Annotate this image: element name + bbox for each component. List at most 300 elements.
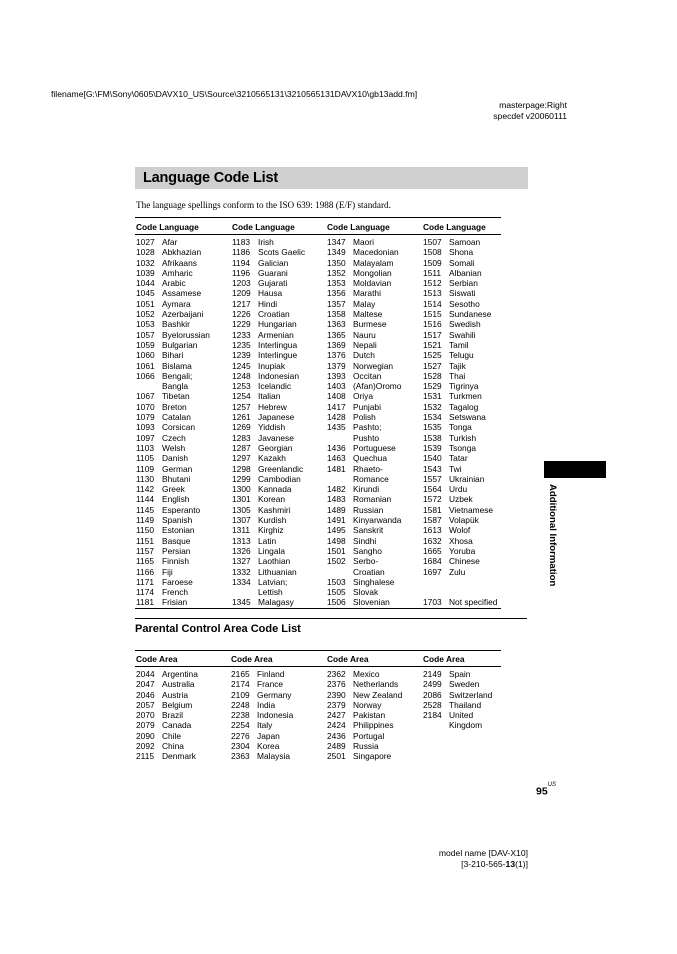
language-name: Bengali; xyxy=(162,370,193,381)
language-code: 1508 xyxy=(423,247,442,258)
side-tab-label: Additional Information xyxy=(547,484,558,587)
language-name: Somali xyxy=(449,257,475,268)
language-name: Tatar xyxy=(449,453,468,464)
language-name: Yoruba xyxy=(449,545,476,556)
language-name: Macedonian xyxy=(353,247,399,258)
language-name: Indonesian xyxy=(258,370,299,381)
language-name: Catalan xyxy=(162,412,191,423)
language-code: 1428 xyxy=(327,412,346,423)
language-name: Kannada xyxy=(258,484,292,495)
language-code: 1060 xyxy=(136,350,155,361)
language-name: Serbo- xyxy=(353,556,379,567)
language-code: 1066 xyxy=(136,370,155,381)
language-code: 1253 xyxy=(232,381,251,392)
language-name: Fiji xyxy=(162,566,173,577)
language-name: Maltese xyxy=(353,309,383,320)
area-code: 2424 xyxy=(327,720,346,731)
page-number-suffix: US xyxy=(547,782,557,788)
language-name: Afrikaans xyxy=(162,257,197,268)
language-code: 1301 xyxy=(232,494,251,505)
language-name: Setswana xyxy=(449,412,486,423)
area-name: Finland xyxy=(257,669,285,679)
language-code: 1532 xyxy=(423,401,442,412)
language-name: Armenian xyxy=(258,329,294,340)
language-code: 1528 xyxy=(423,370,442,381)
language-code: 1165 xyxy=(136,556,155,567)
language-code: 1481 xyxy=(327,463,346,474)
language-name: Greenlandic xyxy=(258,463,304,474)
language-code: 1516 xyxy=(423,319,442,330)
language-name: Interlingue xyxy=(258,350,298,361)
area-code: 2363 xyxy=(231,751,250,762)
language-name: Malay xyxy=(353,298,376,309)
language-name: Thai xyxy=(449,370,466,381)
language-code: 1517 xyxy=(423,329,442,340)
language-code: 1506 xyxy=(327,597,346,608)
language-name: Serbian xyxy=(449,278,478,289)
language-code: 1511 xyxy=(423,267,442,278)
area-name: Korea xyxy=(257,741,280,752)
language-name: Siswati xyxy=(449,288,476,299)
language-code: 1052 xyxy=(136,309,155,320)
language-code: 1632 xyxy=(423,535,442,546)
language-name: Vietnamese xyxy=(449,504,494,515)
area-code: 2057 xyxy=(136,699,155,710)
language-code: 1248 xyxy=(232,370,251,381)
language-name: Portuguese xyxy=(353,442,396,453)
area-name: Netherlands xyxy=(353,679,399,690)
language-code: 1347 xyxy=(327,237,346,247)
language-name: Turkish xyxy=(449,432,477,443)
language-name: Icelandic xyxy=(258,381,292,392)
area-name: Spain xyxy=(449,669,471,679)
language-name: Kazakh xyxy=(258,453,286,464)
language-code: 1300 xyxy=(232,484,251,495)
language-code: 1245 xyxy=(232,360,251,371)
language-code: 1257 xyxy=(232,401,251,412)
language-code: 1376 xyxy=(327,350,346,361)
area-table-top-rule xyxy=(135,650,501,651)
language-name: Swahili xyxy=(449,329,476,340)
language-code: 1512 xyxy=(423,278,442,289)
area-column-header: Code Area xyxy=(327,654,369,664)
masterpage-label: masterpage:Right xyxy=(499,100,567,110)
language-name: Japanese xyxy=(258,412,295,423)
language-code: 1051 xyxy=(136,298,155,309)
language-name: Occitan xyxy=(353,370,382,381)
language-code: 1483 xyxy=(327,494,346,505)
language-code: 1053 xyxy=(136,319,155,330)
language-name: Kirundi xyxy=(353,484,380,495)
language-code: 1521 xyxy=(423,339,442,350)
area-code: 2115 xyxy=(136,751,155,762)
area-section-title: Parental Control Area Code List xyxy=(135,623,301,635)
language-name: Croatian xyxy=(258,309,290,320)
language-code: 1357 xyxy=(327,298,346,309)
area-name: Brazil xyxy=(162,710,183,721)
area-code: 2149 xyxy=(423,669,442,679)
area-name: Pakistan xyxy=(353,710,386,721)
area-code: 2248 xyxy=(231,699,250,710)
language-code: 1028 xyxy=(136,247,155,258)
language-name: Esperanto xyxy=(162,504,201,515)
language-code: 1403 xyxy=(327,381,346,392)
language-name: Lithuanian xyxy=(258,566,297,577)
language-name: Hausa xyxy=(258,288,283,299)
language-name: Irish xyxy=(258,237,274,247)
language-code: 1352 xyxy=(327,267,346,278)
language-name: Guarani xyxy=(258,267,288,278)
language-name: Corsican xyxy=(162,422,196,433)
language-name: Arabic xyxy=(162,278,186,289)
area-column-header: Code Area xyxy=(136,654,178,664)
language-code: 1482 xyxy=(327,484,346,495)
area-name: India xyxy=(257,699,276,710)
area-name: Russia xyxy=(353,741,379,752)
language-name: Swedish xyxy=(449,319,481,330)
area-code: 2376 xyxy=(327,679,346,690)
page-number xyxy=(536,783,556,798)
language-name: Telugu xyxy=(449,350,474,361)
language-code: 1027 xyxy=(136,237,155,247)
language-name: Interlingua xyxy=(258,339,298,350)
language-name: Inupiak xyxy=(258,360,286,371)
language-code: 1498 xyxy=(327,535,346,546)
language-code: 1059 xyxy=(136,339,155,350)
language-name: Burmese xyxy=(353,319,387,330)
area-name: Germany xyxy=(257,689,292,700)
area-name: Japan xyxy=(257,730,280,741)
language-code: 1261 xyxy=(232,412,251,423)
language-name: Lingala xyxy=(258,545,286,556)
language-code: 1363 xyxy=(327,319,346,330)
language-name: Yiddish xyxy=(258,422,286,433)
area-name: Portugal xyxy=(353,730,385,741)
language-column-header: Code Language xyxy=(327,222,390,232)
language-code: 1305 xyxy=(232,504,251,515)
language-name: Norwegian xyxy=(353,360,394,371)
language-code: 1061 xyxy=(136,360,155,371)
language-code: 1298 xyxy=(232,463,251,474)
language-code: 1435 xyxy=(327,422,346,433)
area-name: Argentina xyxy=(162,669,198,679)
language-name: Dutch xyxy=(353,350,375,361)
language-code: 1145 xyxy=(136,504,155,515)
language-code: 1229 xyxy=(232,319,251,330)
language-code: 1311 xyxy=(232,525,251,536)
language-name: Marathi xyxy=(353,288,381,299)
language-name: Oriya xyxy=(353,391,374,402)
language-code: 1535 xyxy=(423,422,442,433)
language-code: 1217 xyxy=(232,298,251,309)
language-name: Byelorussian xyxy=(162,329,210,340)
language-code: 1502 xyxy=(327,556,346,567)
area-name: Indonesia xyxy=(257,710,294,721)
language-name: Nepali xyxy=(353,339,377,350)
area-name: Sweden xyxy=(449,679,480,690)
language-name: Nauru xyxy=(353,329,376,340)
language-code: 1531 xyxy=(423,391,442,402)
language-name: Amharic xyxy=(162,267,193,278)
language-name: Azerbaijani xyxy=(162,309,204,320)
language-code: 1665 xyxy=(423,545,442,556)
language-code: 1489 xyxy=(327,504,346,515)
language-code: 1109 xyxy=(136,463,155,474)
language-code: 1495 xyxy=(327,525,346,536)
language-name: Assamese xyxy=(162,288,202,299)
language-code: 1572 xyxy=(423,494,442,505)
language-code: 1313 xyxy=(232,535,251,546)
language-name: Javanese xyxy=(258,432,294,443)
language-code: 1130 xyxy=(136,473,155,484)
area-code: 2070 xyxy=(136,710,155,721)
language-code: 1151 xyxy=(136,535,155,546)
language-column-header: Code Language xyxy=(423,222,486,232)
language-name: Lettish xyxy=(258,587,283,598)
language-code: 1557 xyxy=(423,473,442,484)
area-code: 2090 xyxy=(136,730,155,741)
language-code: 1587 xyxy=(423,515,442,526)
language-name: Danish xyxy=(162,453,189,464)
area-code: 2362 xyxy=(327,669,346,679)
language-name: Croatian xyxy=(353,566,385,577)
language-code: 1527 xyxy=(423,360,442,371)
language-code: 1174 xyxy=(136,587,155,598)
language-name: Mongolian xyxy=(353,267,392,278)
area-name: Switzerland xyxy=(449,689,493,700)
language-code: 1057 xyxy=(136,329,155,340)
area-name: Singapore xyxy=(353,751,392,762)
language-code: 1353 xyxy=(327,278,346,289)
language-name: Volapük xyxy=(449,515,479,526)
area-name: Norway xyxy=(353,699,382,710)
language-table-top-rule xyxy=(135,217,501,218)
language-code: 1345 xyxy=(232,597,251,608)
language-code: 1503 xyxy=(327,576,346,587)
language-code: 1226 xyxy=(232,309,251,320)
side-tab-label-box xyxy=(545,484,559,596)
language-name: Welsh xyxy=(162,442,186,453)
language-name: Quechua xyxy=(353,453,387,464)
language-name: Moldavian xyxy=(353,278,392,289)
language-name: Georgian xyxy=(258,442,293,453)
language-code: 1513 xyxy=(423,288,442,299)
language-code: 1697 xyxy=(423,566,442,577)
area-code: 2184 xyxy=(423,710,442,721)
language-name: Bihari xyxy=(162,350,184,361)
language-name: Malayalam xyxy=(353,257,394,268)
language-name: Cambodian xyxy=(258,473,301,484)
language-code: 1233 xyxy=(232,329,251,340)
language-name: Bangla xyxy=(162,381,189,392)
language-code: 1327 xyxy=(232,556,251,567)
language-name: Polish xyxy=(353,412,376,423)
language-name: Aymara xyxy=(162,298,191,309)
language-code: 1235 xyxy=(232,339,251,350)
language-name: Ukrainian xyxy=(449,473,485,484)
footer-part-prefix: [3-210-565- xyxy=(461,859,506,869)
language-name: Slovak xyxy=(353,587,379,598)
language-code: 1334 xyxy=(232,576,251,587)
language-code: 1436 xyxy=(327,442,346,453)
language-name: Zulu xyxy=(449,566,466,577)
footer-part-suffix: (1)] xyxy=(515,859,528,869)
language-code: 1299 xyxy=(232,473,251,484)
language-name: Persian xyxy=(162,545,191,556)
language-name: Sesotho xyxy=(449,298,480,309)
area-name: Mexico xyxy=(353,669,380,679)
language-code: 1045 xyxy=(136,288,155,299)
language-name: Rhaeto- xyxy=(353,463,383,474)
language-name: Albanian xyxy=(449,267,482,278)
language-code: 1509 xyxy=(423,257,442,268)
area-code: 2436 xyxy=(327,730,346,741)
language-name: Finnish xyxy=(162,556,189,567)
language-name: English xyxy=(162,494,190,505)
language-name: Greek xyxy=(162,484,185,495)
area-name: Belgium xyxy=(162,699,193,710)
language-name: Laothian xyxy=(258,556,291,567)
language-name: Hebrew xyxy=(258,401,287,412)
language-name: Bislama xyxy=(162,360,192,371)
language-code: 1538 xyxy=(423,432,442,443)
area-code: 2304 xyxy=(231,741,250,752)
language-title-bar xyxy=(135,167,528,189)
language-code: 1203 xyxy=(232,278,251,289)
language-code: 1417 xyxy=(327,401,346,412)
language-code: 1540 xyxy=(423,453,442,464)
language-name: Samoan xyxy=(449,237,481,247)
language-code: 1254 xyxy=(232,391,251,402)
language-code: 1684 xyxy=(423,556,442,567)
footer-part-bold: 13 xyxy=(505,859,516,869)
side-tab-marker xyxy=(544,461,606,478)
area-code: 2086 xyxy=(423,689,442,700)
language-column-header: Code Language xyxy=(232,222,295,232)
area-code: 2109 xyxy=(231,689,250,700)
area-code: 2427 xyxy=(327,710,346,721)
area-code: 2044 xyxy=(136,669,155,679)
language-name: (Afan)Oromo xyxy=(353,381,402,392)
language-code: 1501 xyxy=(327,545,346,556)
language-name: Basque xyxy=(162,535,191,546)
language-name: Sindhi xyxy=(353,535,377,546)
area-name: Thailand xyxy=(449,699,482,710)
language-name: Xhosa xyxy=(449,535,473,546)
language-code: 1514 xyxy=(423,298,442,309)
language-table-header-rule xyxy=(135,234,501,235)
language-code: 1358 xyxy=(327,309,346,320)
page-number-value: 95 xyxy=(536,785,548,798)
language-code: 1379 xyxy=(327,360,346,371)
language-code: 1079 xyxy=(136,412,155,423)
area-code: 2092 xyxy=(136,741,155,752)
specdef-label: specdef v20060111 xyxy=(493,111,567,121)
language-code: 1529 xyxy=(423,381,442,392)
language-code: 1194 xyxy=(232,257,251,268)
language-code: 1186 xyxy=(232,247,251,258)
area-section-top-rule xyxy=(135,618,527,619)
language-name: Czech xyxy=(162,432,186,443)
language-code: 1209 xyxy=(232,288,251,299)
area-code: 2046 xyxy=(136,689,155,700)
area-name: United xyxy=(449,710,474,721)
language-code: 1070 xyxy=(136,401,155,412)
language-name: Maori xyxy=(353,237,374,247)
language-name: Kinyarwanda xyxy=(353,515,402,526)
language-name: Tajik xyxy=(449,360,466,371)
area-code: 2276 xyxy=(231,730,250,741)
area-code: 2254 xyxy=(231,720,250,731)
language-table-bottom-rule xyxy=(135,608,501,609)
language-code: 1525 xyxy=(423,350,442,361)
language-code: 1150 xyxy=(136,525,155,536)
language-name: Romanian xyxy=(353,494,392,505)
language-name: German xyxy=(162,463,193,474)
language-name: Punjabi xyxy=(353,401,381,412)
language-code: 1350 xyxy=(327,257,346,268)
language-name: Not specified xyxy=(449,597,498,608)
language-name: Kirghiz xyxy=(258,525,284,536)
footer-part-number xyxy=(461,859,528,870)
language-name: Tsonga xyxy=(449,442,477,453)
language-name: Turkmen xyxy=(449,391,482,402)
language-code: 1507 xyxy=(423,237,442,247)
language-name: Wolof xyxy=(449,525,471,536)
language-name: Chinese xyxy=(449,556,480,567)
language-name: Romance xyxy=(353,473,389,484)
language-code: 1157 xyxy=(136,545,155,556)
language-name: Spanish xyxy=(162,515,193,526)
language-name: Sundanese xyxy=(449,309,492,320)
language-name: Hungarian xyxy=(258,319,297,330)
language-name: Korean xyxy=(258,494,286,505)
area-name: Australia xyxy=(162,679,195,690)
language-code: 1369 xyxy=(327,339,346,350)
language-name: Bulgarian xyxy=(162,339,198,350)
language-code: 1534 xyxy=(423,412,442,423)
language-name: Sanskrit xyxy=(353,525,384,536)
language-code: 1097 xyxy=(136,432,155,443)
area-code: 2501 xyxy=(327,751,346,762)
language-name: Tonga xyxy=(449,422,472,433)
area-name: Philippines xyxy=(353,720,394,731)
language-name: Malagasy xyxy=(258,597,294,608)
language-code: 1044 xyxy=(136,278,155,289)
language-name: Bhutani xyxy=(162,473,191,484)
language-name: Estonian xyxy=(162,525,195,536)
area-code: 2079 xyxy=(136,720,155,731)
language-name: Breton xyxy=(162,401,187,412)
footer-model-name: model name [DAV-X10] xyxy=(438,848,528,858)
language-name: Gujarati xyxy=(258,278,288,289)
language-code: 1183 xyxy=(232,237,251,247)
language-name: Twi xyxy=(449,463,462,474)
language-name: Tamil xyxy=(449,339,469,350)
language-code: 1356 xyxy=(327,288,346,299)
language-code: 1239 xyxy=(232,350,251,361)
language-name: Tagalog xyxy=(449,401,479,412)
area-name: China xyxy=(162,741,184,752)
language-code: 1365 xyxy=(327,329,346,340)
area-column-header: Code Area xyxy=(423,654,465,664)
language-code: 1283 xyxy=(232,432,251,443)
language-code: 1515 xyxy=(423,309,442,320)
language-code: 1505 xyxy=(327,587,346,598)
language-code: 1703 xyxy=(423,597,442,608)
language-code: 1349 xyxy=(327,247,346,258)
language-name: Sangho xyxy=(353,545,382,556)
